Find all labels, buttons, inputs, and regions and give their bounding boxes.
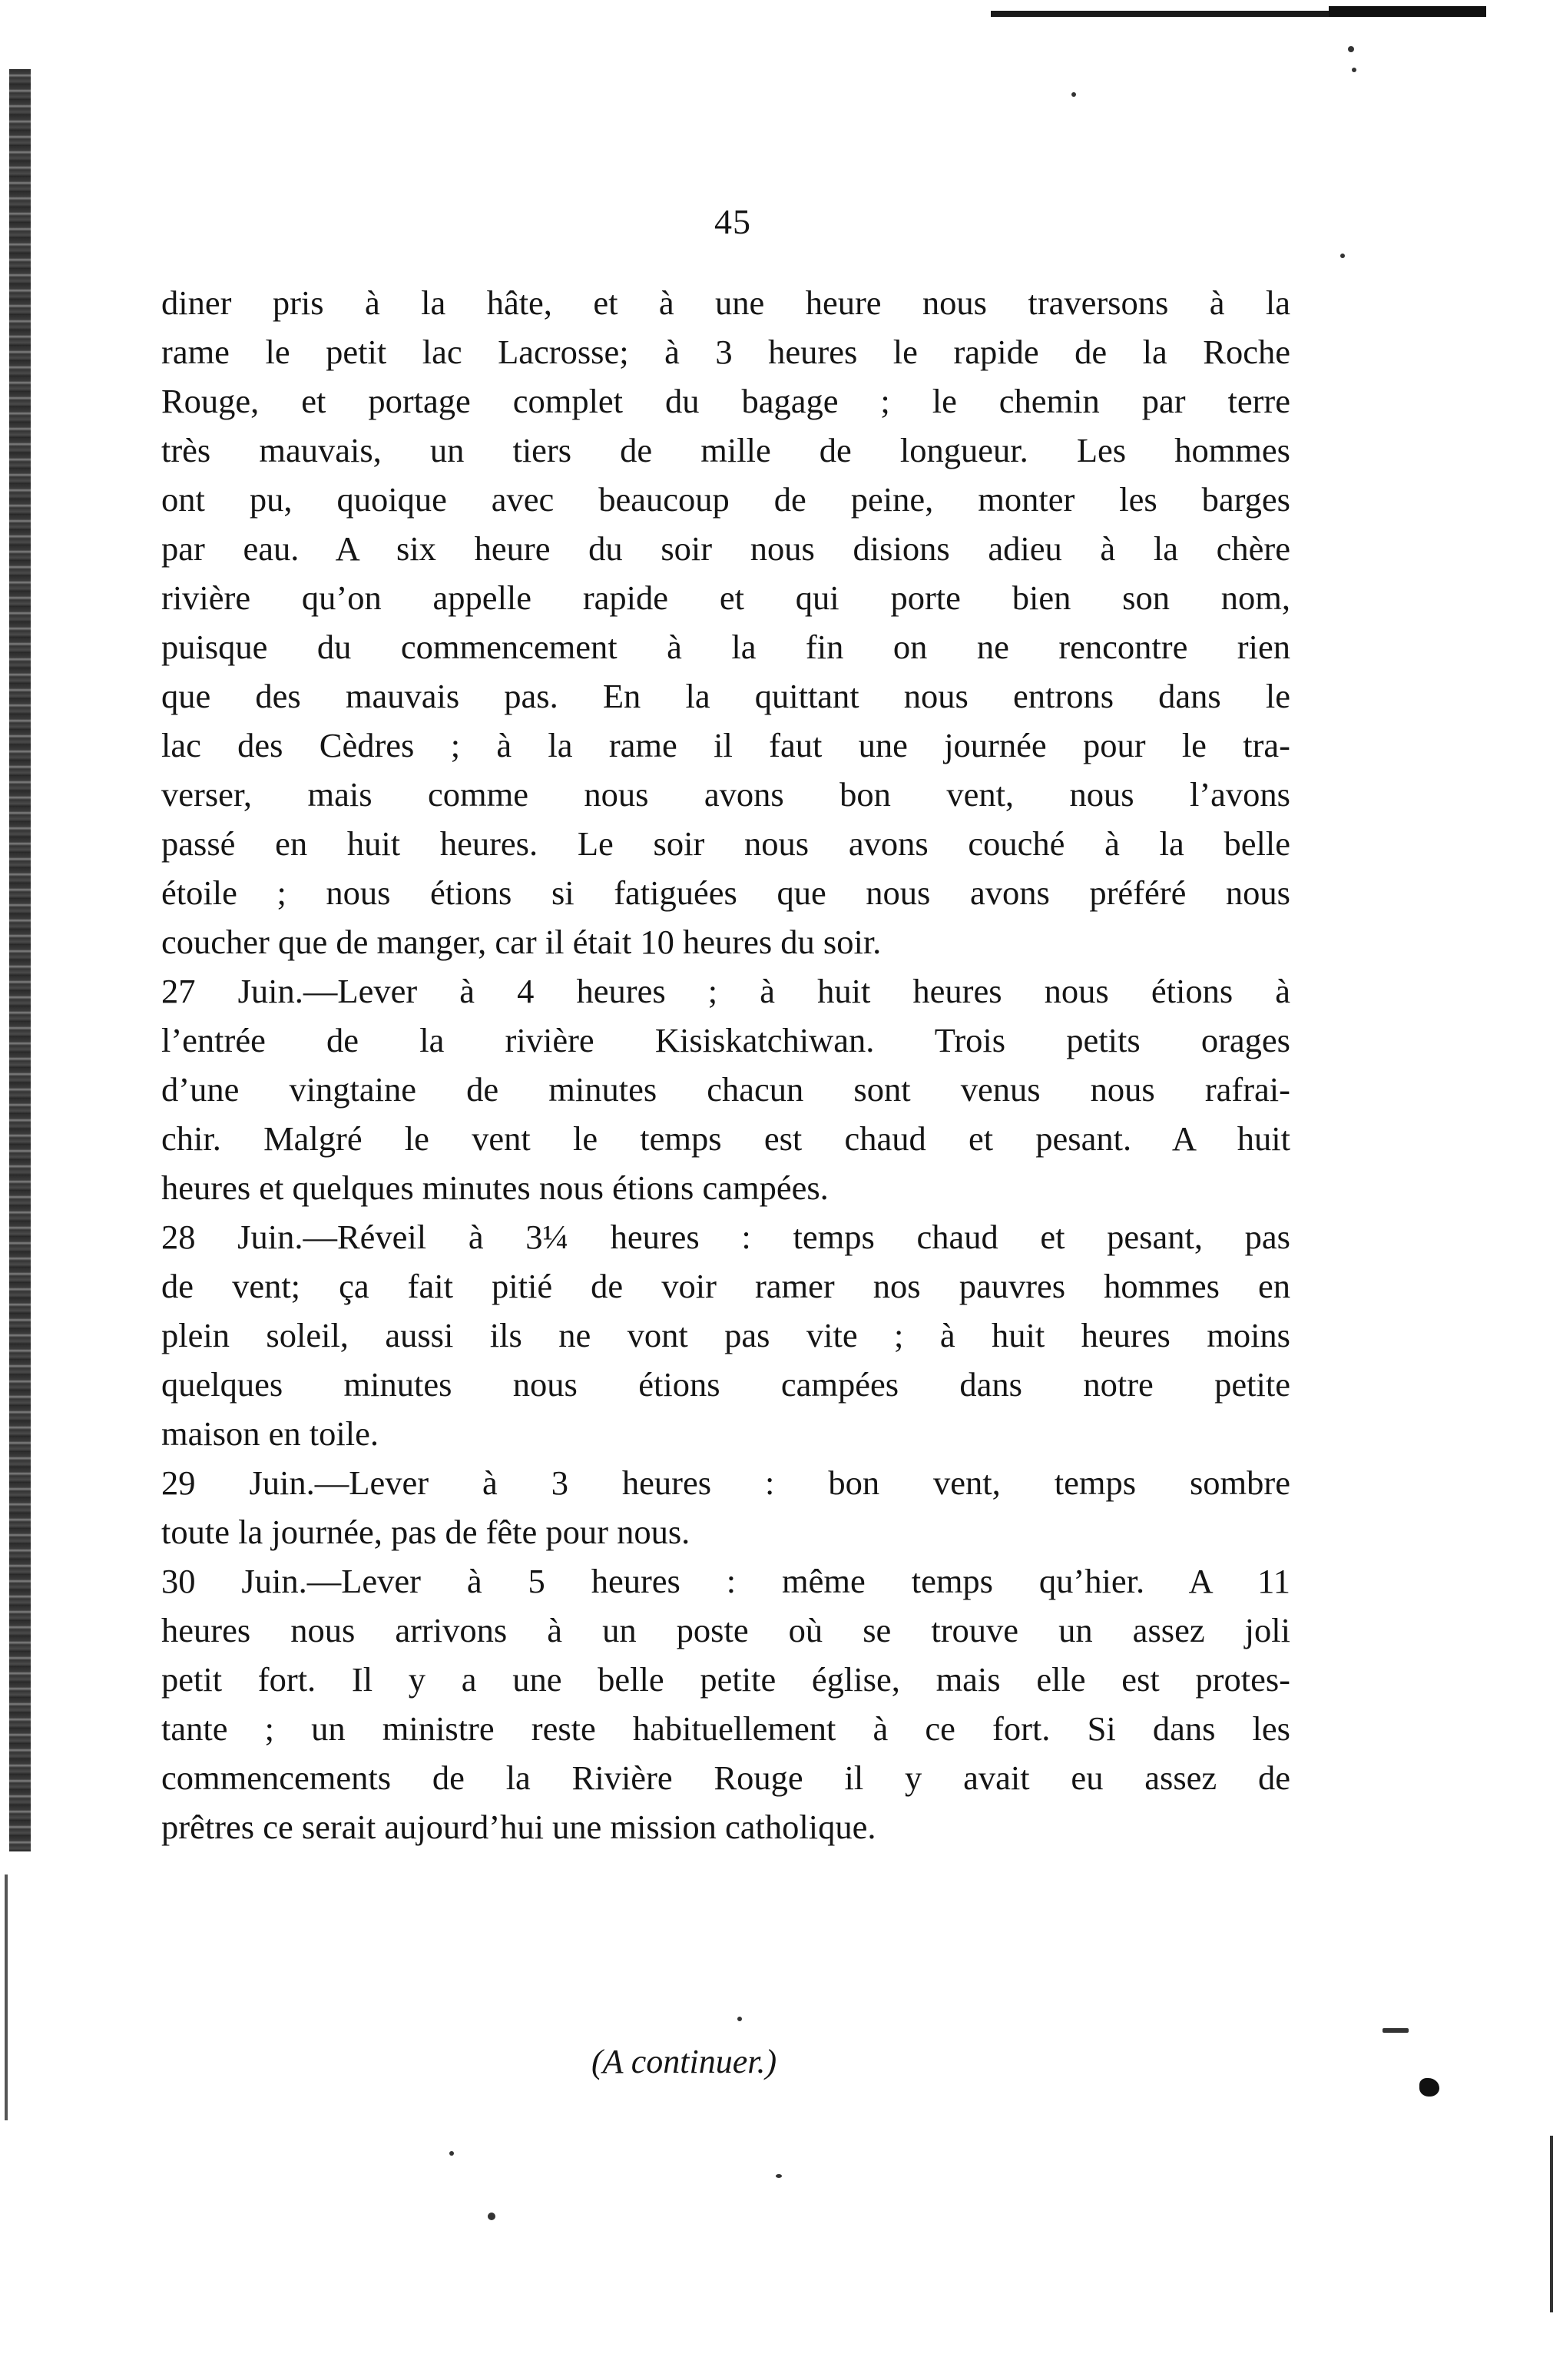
text-line: commencements de la Rivière Rouge il y avait eu assez de [161, 1758, 1290, 1797]
text-line: heures et quelques minutes nous étions campées. [161, 1168, 829, 1207]
scan-left-edge-line [5, 1874, 8, 2120]
text-line: diner pris à la hâte, et à une heure nous traversons à la [161, 283, 1290, 322]
text-line: de vent; ça fait pitié de voir ramer nos pauvres hommes en [161, 1267, 1290, 1305]
text-line: passé en huit heures. Le soir nous avons couché à la belle [161, 824, 1290, 863]
speck [1383, 2028, 1409, 2033]
text-line: 30 Juin.—Lever à 5 heures : même temps qu’hier. A 11 [161, 1562, 1290, 1600]
speck [776, 2174, 782, 2178]
text-line: très mauvais, un tiers de mille de longueur. Les hommes [161, 431, 1290, 469]
text-line: l’entrée de la rivière Kisiskatchiwan. Trois petits orages [161, 1021, 1290, 1059]
text-line: rivière qu’on appelle rapide et qui porte bien son nom, [161, 578, 1290, 617]
text-line: étoile ; nous étions si fatiguées que nous avons préféré nous [161, 873, 1290, 912]
text-line: Rouge, et portage complet du bagage ; le chemin par terre [161, 382, 1290, 420]
speck [449, 2151, 454, 2156]
page-number: 45 [714, 202, 751, 241]
text-line: prêtres ce serait aujourd’hui une mission catholique. [161, 1808, 876, 1846]
text-line: chir. Malgré le vent le temps est chaud et pesant. A huit [161, 1119, 1290, 1158]
speck [1348, 46, 1354, 52]
body-text [161, 278, 1290, 1851]
text-line: par eau. A six heure du soir nous disions adieu à la chère [161, 529, 1290, 568]
speck [737, 2017, 742, 2021]
speck [488, 2213, 495, 2220]
text-line: verser, mais comme nous avons bon vent, nous l’avons [161, 775, 1290, 814]
text-line: rame le petit lac Lacrosse; à 3 heures le rapide de la Roche [161, 333, 1290, 371]
text-line: 29 Juin.—Lever à 3 heures : bon vent, temps sombre [161, 1463, 1290, 1502]
text-line: plein soleil, aussi ils ne vont pas vite ; à huit heures moins [161, 1316, 1290, 1354]
speck [1071, 92, 1076, 97]
scan-top-rule-dark [1329, 6, 1486, 17]
text-line: lac des Cèdres ; à la rame il faut une journée pour le tra- [161, 726, 1290, 764]
text-line: tante ; un ministre reste habituellement à ce fort. Si dans les [161, 1709, 1290, 1748]
text-line: quelques minutes nous étions campées dans notre petite [161, 1365, 1290, 1404]
speck [1352, 68, 1356, 72]
text-line: 27 Juin.—Lever à 4 heures ; à huit heures nous étions à [161, 972, 1290, 1010]
text-line: coucher que de manger, car il était 10 heures du soir. [161, 923, 882, 961]
text-line: heures nous arrivons à un poste où se trouve un assez joli [161, 1611, 1290, 1649]
text-line: petit fort. Il y a une belle petite église, mais elle est protes- [161, 1660, 1290, 1699]
speck [1340, 254, 1345, 258]
continuation-note: (A continuer.) [591, 2043, 777, 2080]
scan-left-binding-edge [9, 69, 31, 1851]
text-line: maison en toile. [161, 1414, 379, 1453]
text-line: d’une vingtaine de minutes chacun sont venus nous rafrai- [161, 1070, 1290, 1109]
scan-right-edge-line [1550, 2136, 1553, 2312]
text-line: puisque du commencement à la fin on ne rencontre rien [161, 628, 1290, 666]
text-line: 28 Juin.—Réveil à 3¼ heures : temps chaud et pesant, pas [161, 1218, 1290, 1256]
text-line: ont pu, quoique avec beaucoup de peine, monter les barges [161, 480, 1290, 519]
ink-blot [1419, 2078, 1439, 2097]
text-line: que des mauvais pas. En la quittant nous entrons dans le [161, 677, 1290, 715]
text-line: toute la journée, pas de fête pour nous. [161, 1513, 690, 1551]
